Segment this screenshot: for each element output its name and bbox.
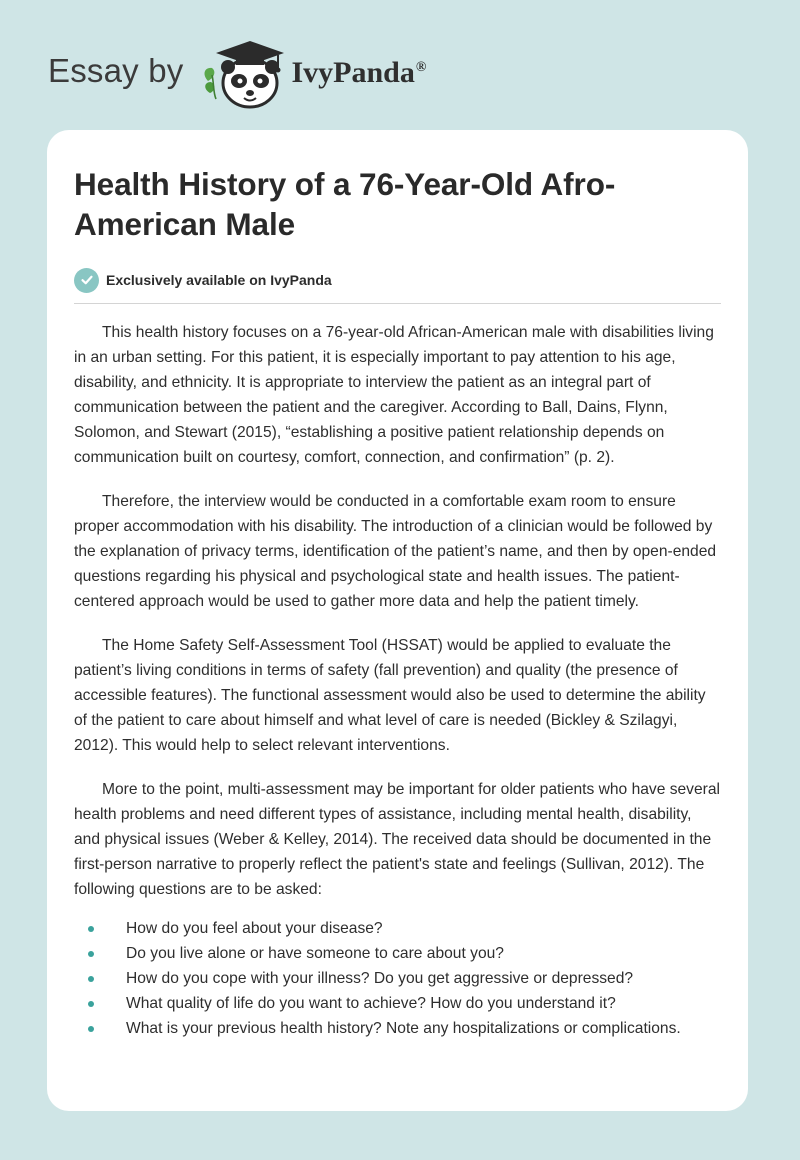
list-item — [74, 991, 721, 1016]
bullet-icon — [88, 951, 94, 957]
bullet-icon — [88, 1001, 94, 1007]
list-item — [74, 941, 721, 966]
panda-graduation-cap-icon — [198, 37, 288, 111]
check-circle-icon — [74, 268, 99, 293]
list-item-text: Do you live alone or have someone to care about you? — [126, 945, 504, 962]
body-paragraph: The Home Safety Self-Assessment Tool (HSSAT) would be applied to evaluate the patient’s living conditions in terms of safety (fall prevention) and quality (the presence of accessible features). The functional assessment would also be used to determine the ability of the patient to care about himself and what level of care is needed (Bickley & Szilagyi, 2012). This would help to select relevant interventions. — [74, 637, 706, 754]
page-title: Health History of a 76-Year-Old Afro-American Male — [74, 166, 616, 242]
body-paragraph: This health history focuses on a 76-year-old African-American male with disabilities living in an urban setting. For this patient, it is especially important to pay attention to his age, disability, and ethnicity. It is appropriate to interview the patient as an integral part of communication between the patient and the caregiver. According to Ball, Dains, Flynn, Solomon, and Stewart (2015), “establishing a positive patient relationship depends on communication built on courtesy, comfort, connection, and confirmation” (p. 2). — [74, 324, 714, 466]
exclusive-badge — [74, 267, 721, 293]
essay-card — [47, 130, 748, 1111]
brand-name: IvyPanda® — [291, 56, 427, 89]
divider — [74, 303, 721, 304]
badge-label: Exclusively available on IvyPanda — [106, 272, 332, 288]
body-paragraph: Therefore, the interview would be conducted in a comfortable exam room to ensure proper accommodation with his disability. The introduction of a clinician would be followed by the explanation of privacy terms, identification of the patient’s name, and then by open-ended questions regarding his physical and psychological state and health issues. The patient-centered approach would be used to gather more data and help the patient timely. — [74, 493, 717, 610]
question-list — [74, 916, 721, 1041]
bullet-icon — [88, 1026, 94, 1032]
list-item-text: What quality of life do you want to achieve? How do you understand it? — [126, 995, 616, 1012]
bullet-icon — [88, 926, 94, 932]
list-item — [74, 916, 721, 941]
list-item — [74, 1016, 721, 1041]
list-item-text: What is your previous health history? Note any hospitalizations or complications. — [126, 1020, 681, 1037]
list-item-text: How do you cope with your illness? Do you get aggressive or depressed? — [126, 970, 634, 987]
body-paragraph: More to the point, multi-assessment may be important for older patients who have several health problems and need different types of assistance, including mental health, disability, and physical issues (Weber & Kelley, 2014). The received data should be documented in the first-person narrative to properly reflect the patient's state and feelings (Sullivan, 2012). The following questions are to be asked: — [74, 781, 720, 898]
bullet-icon — [88, 976, 94, 982]
site-header-brand[interactable] — [48, 38, 426, 110]
list-item-text: How do you feel about your disease? — [126, 920, 383, 937]
brand-prefix: Essay by — [48, 52, 184, 89]
list-item — [74, 966, 721, 991]
